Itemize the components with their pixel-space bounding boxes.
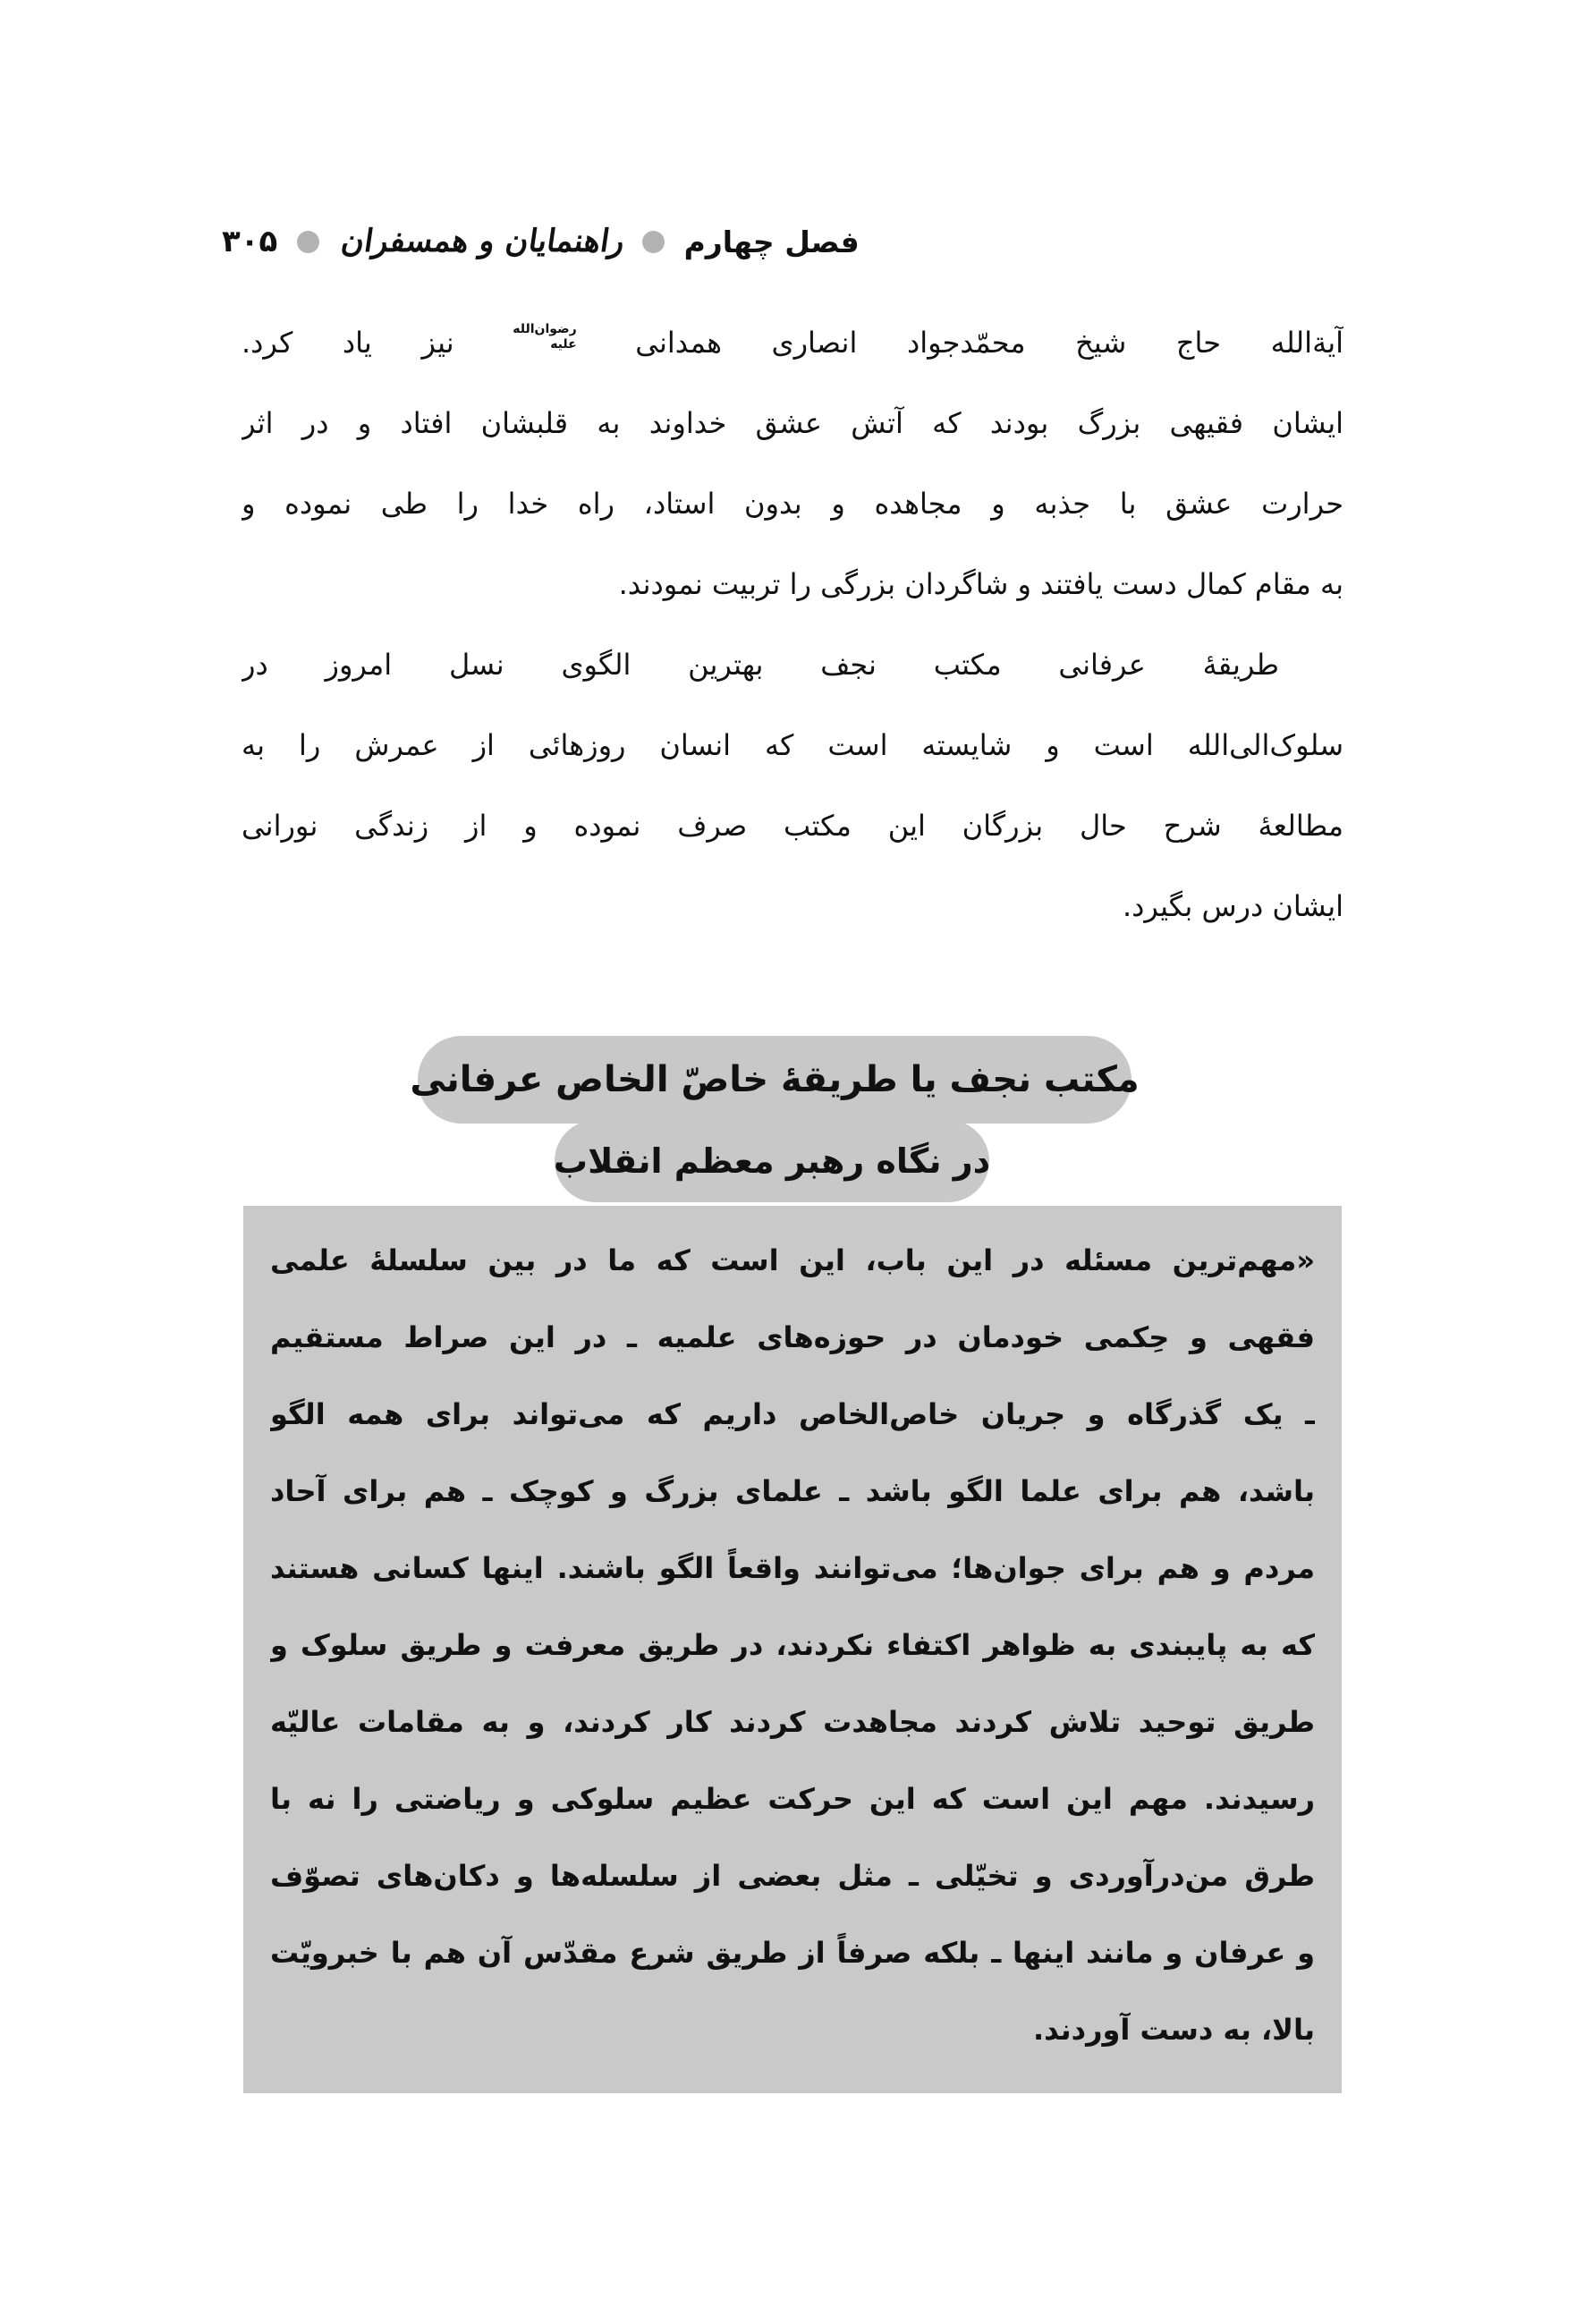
body-line: ایشان فقیهی بزرگ بودند که آتش عشق خداوند به قلبشان افتاد و در اثر: [242, 406, 1343, 440]
quote-line: و عرفان و مانند اینها ـ بلکه صرفاً از طریق شرع مقدّس آن هم با خبرویّت: [270, 1936, 1315, 1970]
quote-line: طرق من‌درآوردی و تخیّلی ـ مثل بعضی از سلسله‌ها و دکان‌های تصوّف: [270, 1859, 1315, 1893]
body-line: طریقهٔ عرفانی مکتب نجف بهترین الگوی نسل امروز در: [242, 648, 1279, 682]
quote-line: ـ یک گذرگاه و جریان خاص‌الخاص داریم که می‌تواند برای همه الگو: [270, 1397, 1315, 1431]
bullet-icon: [297, 231, 319, 253]
bullet-icon: [642, 231, 665, 253]
quote-line: «مهم‌ترین مسئله در این باب، این است که ما در بین سلسلهٔ علمی: [270, 1243, 1315, 1277]
rezvanollah-honorific-icon: رضوان‌الله علیه: [513, 322, 577, 352]
running-header: [222, 224, 860, 259]
body-line: [242, 302, 1343, 383]
quote-line: فقهی و حِکمی خودمان در حوزه‌های علمیه ـ در این صراط مستقیم: [270, 1320, 1315, 1354]
heading-pill-main: مکتب نجف یا طریقهٔ خاصّ الخاص عرفانی: [418, 1036, 1132, 1124]
quote-line: مردم و هم برای جوان‌ها؛ می‌توانند واقعاً الگو باشند. اینها کسانی هستند: [270, 1551, 1315, 1585]
body-line: به مقام کمال دست یافتند و شاگردان بزرگی را تربیت نمودند.: [618, 567, 1343, 601]
body-text: [242, 302, 1343, 946]
body-line: مطالعهٔ شرح حال بزرگان این مکتب صرف نموده و از زندگی نورانی: [242, 809, 1343, 843]
body-line: سلوک‌الی‌الله است و شایسته است که انسان روزهائی از عمرش را به: [242, 728, 1343, 762]
quote-line: رسیدند. مهم این است که این حرکت عظیم سلوکی و ریاضتی را نه با: [270, 1782, 1315, 1816]
body-line-text: نیز یاد کرد.: [242, 326, 454, 360]
chapter-label: فصل چهارم: [683, 224, 860, 259]
body-line-text: آیة‌الله حاج شیخ محمّدجواد انصاری همدانی: [635, 326, 1343, 360]
quote-line: باشد، هم برای علما الگو باشد ـ علمای بزرگ و کوچک ـ هم برای آحاد: [270, 1474, 1315, 1508]
quote-block: [243, 1206, 1342, 2093]
quote-line: بالا، به دست آوردند.: [1033, 2013, 1315, 2047]
page-number: ۳۰۵: [222, 224, 278, 259]
quote-line: طریق توحید تلاش کردند مجاهدت کردند کار کردند، و به مقامات عالیّه: [270, 1705, 1315, 1739]
heading-pill-sub: در نگاه رهبر معظم انقلاب: [555, 1120, 989, 1202]
section-title: راهنمایان و همسفران: [337, 224, 624, 259]
body-line: حرارت عشق با جذبه و مجاهده و بدون استاد، راه خدا را طی نموده و: [242, 487, 1343, 521]
body-line: ایشان درس بگیرد.: [1122, 889, 1343, 923]
quote-line: که به پایبندی به ظواهر اکتفاء نکردند، در طریق معرفت و طریق سلوک و: [270, 1628, 1315, 1662]
